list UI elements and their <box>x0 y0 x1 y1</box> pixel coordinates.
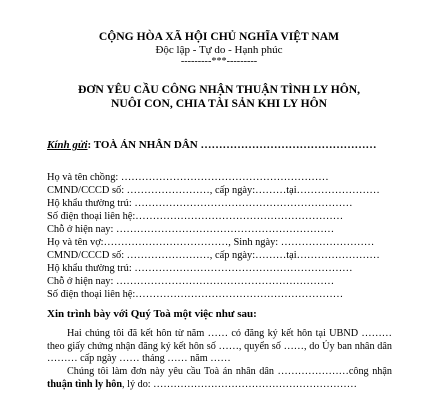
field-wife-phone: Số điện thoại liên hệ:…………………………………………………… <box>47 289 344 300</box>
field-wife-residence: Hộ khẩu thường trú: ……………………………………………………… <box>47 263 353 274</box>
field-wife-id: CMND/CCCD số: ……………………, cấp ngày:………tại…………………… <box>47 250 380 261</box>
recipient-line <box>47 139 377 151</box>
recipient-text: : TOÀ ÁN NHÂN DÂN ………………………………………… <box>87 139 377 151</box>
national-title: CỘNG HÒA XÃ HỘI CHỦ NGHĨA VIỆT NAM <box>98 30 340 43</box>
document-title-line2: NUÔI CON, CHIA TÀI SẢN KHI LY HÔN <box>110 97 328 110</box>
motto: Độc lập - Tự do - Hạnh phúc <box>155 44 283 56</box>
request-paragraph-text: Chúng tôi làm đơn này yêu cầu Toà án nhân dân …………………công nhận <box>67 366 392 377</box>
document-title-line1: ĐƠN YÊU CẦU CÔNG NHẬN THUẬN TÌNH LY HÔN, <box>77 83 361 96</box>
recipient-label: Kính gửi <box>47 139 88 151</box>
field-wife-address: Chỗ ở hiện nay: ……………………………………………………… <box>47 276 335 287</box>
field-wife-name: Họ và tên vợ:………………………………, Sinh ngày: ……………………… <box>47 237 375 248</box>
request-heading: Xin trình bày với Quý Toà một việc như sau: <box>47 308 257 320</box>
field-husband-phone: Số điện thoại liên hệ:…………………………………………………… <box>47 211 344 222</box>
marriage-paragraph: Hai chúng tôi đã kết hôn từ năm …… có đăng ký kết hôn tại UBND ……… theo giấy chứng nhận đăng ký kết hôn số ……, quyển số ……, do Ủy ban nhân dân ……… cấp ngày …… tháng …… năm …… <box>47 328 392 364</box>
request-paragraph-emphasis: thuận tình ly hôn <box>47 378 123 390</box>
field-husband-address: Chỗ ở hiện nay: ……………………………………………………… <box>47 224 335 235</box>
field-husband-id: CMND/CCCD số: ……………………, cấp ngày:………tại…………………… <box>47 185 380 196</box>
field-husband-residence: Hộ khẩu thường trú: ……………………………………………………… <box>47 198 353 209</box>
field-husband-name: Họ và tên chồng: …………………………………………………… <box>47 172 329 183</box>
separator: ---------***--------- <box>180 56 258 67</box>
request-paragraph-reason: , lý do: …………………………………………………… <box>122 378 357 390</box>
request-paragraph <box>47 366 392 391</box>
